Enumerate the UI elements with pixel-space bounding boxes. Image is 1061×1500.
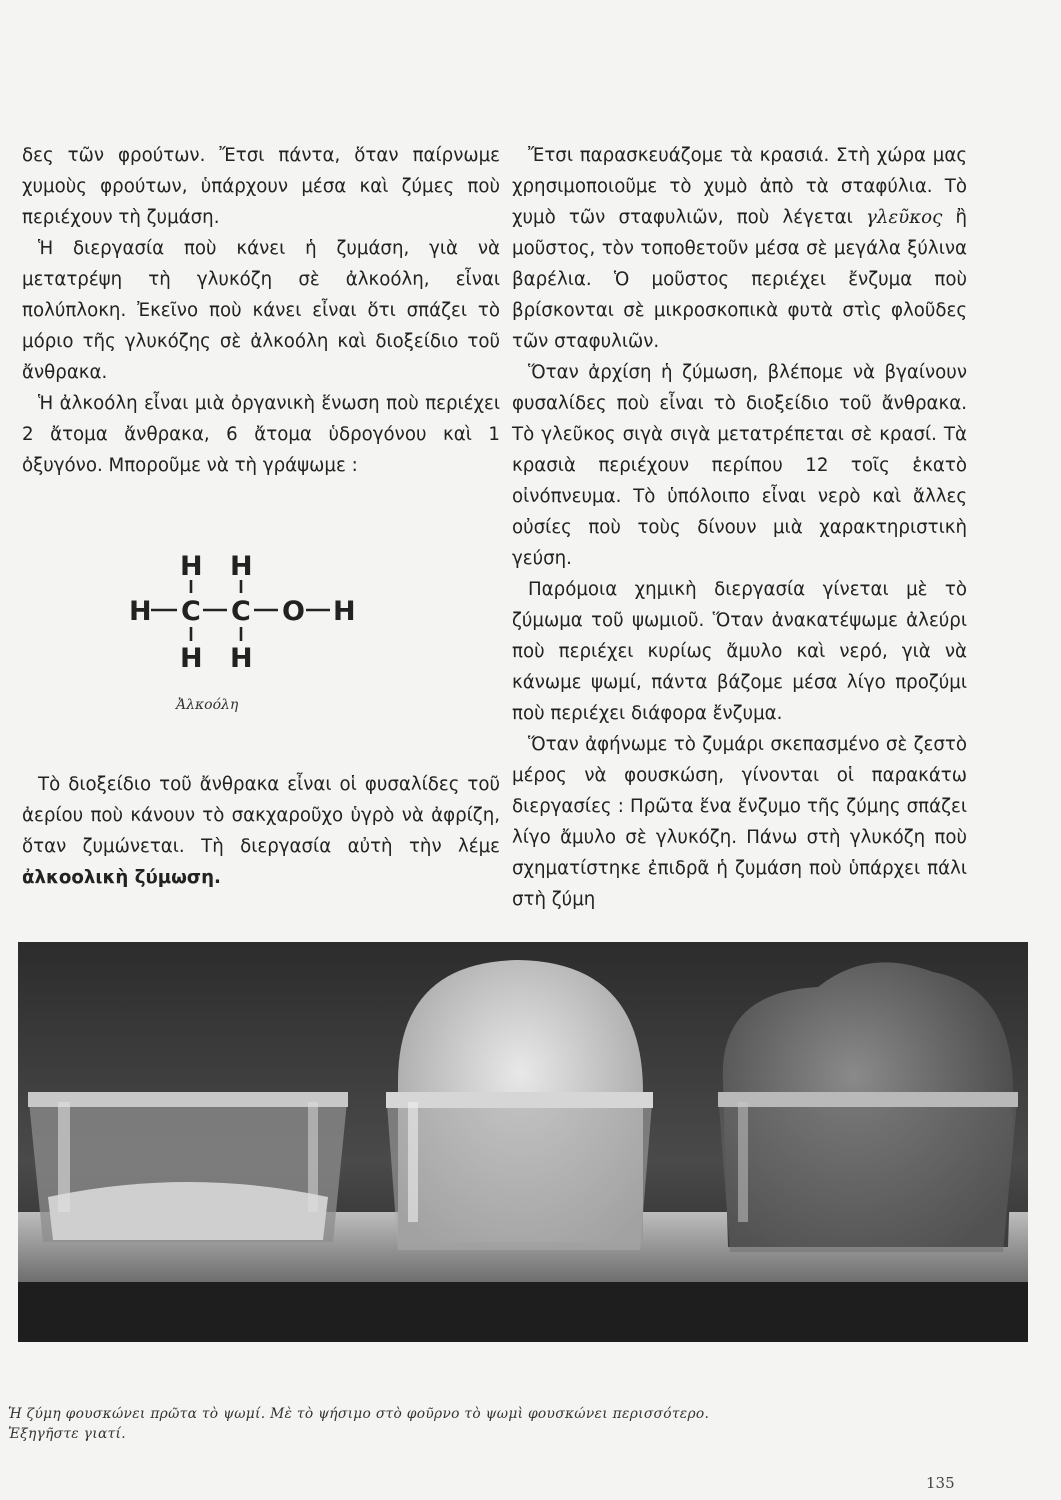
right-paragraph-4: Ὅταν ἀφήνωμε τὸ ζυμάρι σκεπασμένο σὲ ζεστὸ μέρος νὰ φουσκώση, γίνονται οἱ παρακάτω διεργασίες : Πρῶτα ἕνα ἔνζυμο τῆς ζύμης σπάζει λίγο ἄμυλο σὲ γλυκόζη. Πάνω στὴ γλυκόζη ποὺ σχηματίστηκε ἐπιδρᾶ ἡ ζυμάση ποὺ ὑπάρχει πάλι στὴ ζύμη	[512, 734, 967, 910]
bread-loaves-photo	[18, 942, 1028, 1342]
term-alcoholic-fermentation: ἀλκοολικὴ ζύμωση.	[22, 867, 221, 888]
formula-svg	[120, 545, 380, 715]
atom-h-top-1: H	[180, 551, 203, 582]
term-gleukos: γλεῦκος	[866, 207, 943, 228]
formula-label: Ἀλκοόλη	[176, 697, 239, 713]
middle-loaf-pan	[386, 960, 653, 1250]
bread-photo-illustration	[18, 942, 1028, 1342]
right-paragraph-1-b: ἢ μοῦστος, τὸν τοποθετοῦν μέσα σὲ μεγάλα ξύλινα βαρέλια. Ὁ μοῦστος περιέχει ἔνζυμα ποὺ βρίσκονται σὲ μικροσκοπικὰ φυτὰ στὶς φλοῦδες τῶν σταφυλιῶν.	[512, 207, 968, 352]
atom-h-bottom-1: H	[180, 643, 203, 674]
left-paragraph-4-text: Τὸ διοξείδιο τοῦ ἄνθρακα εἶναι οἱ φυσαλίδες τοῦ ἀερίου ποὺ κάνουν τὸ σακχαροῦχο ὑγρὸ νὰ ἀφρίζη, ὅταν ζυμώνεται. Τὴ διεργασία αὐτὴ τὴν λέμε	[22, 774, 500, 857]
right-paragraph-3: Παρόμοια χημικὴ διεργασία γίνεται μὲ τὸ ζύμωμα τοῦ ψωμιοῦ. Ὅταν ἀνακατέψωμε ἀλεύρι ποὺ περιέχει κυρίως ἄμυλο καὶ νερό, γιὰ νὰ κάνωμε ψωμί, πάντα βάζομε μέσα λίγο προζύμι ποὺ περιέχει διάφορα ἔνζυμα.	[512, 579, 967, 724]
left-column	[22, 140, 500, 481]
caption-line-2: Ἐξηγῆστε γιατί.	[8, 1426, 126, 1442]
left-loaf-pan	[28, 1092, 348, 1242]
atom-h-right: H	[333, 596, 356, 627]
right-loaf-pan	[718, 962, 1018, 1252]
atom-h-top-2: H	[230, 551, 253, 582]
atom-c1: C	[181, 596, 201, 627]
atom-c2: C	[231, 596, 251, 627]
atom-h-bottom-2: H	[230, 643, 253, 674]
page-number: 135	[926, 1474, 955, 1492]
alcohol-structural-formula	[120, 545, 380, 715]
atom-o: O	[282, 596, 305, 627]
right-paragraph-1-a: Ἔτσι παρασκευάζομε τὰ κρασιά. Στὴ χώρα μας χρησιμοποιοῦμε τὸ χυμὸ ἀπὸ τὰ σταφύλια. Τὸ χυμὸ τῶν σταφυλιῶν, ποὺ λέγεται	[512, 145, 967, 228]
left-paragraph-3: Ἡ ἀλκοόλη εἶναι μιὰ ὀργανικὴ ἕνωση ποὺ περιέχει 2 ἄτομα ἄνθρακα, 6 ἄτομα ὑδρογόνου καὶ 1 ὀξυγόνο. Μποροῦμε νὰ τὴ γράψωμε :	[22, 393, 500, 476]
left-paragraph-2: Ἡ διεργασία ποὺ κάνει ἡ ζυμάση, γιὰ νὰ μετατρέψη τὴ γλυκόζη σὲ ἀλκοόλη, εἶναι πολύπλοκη. Ἐκεῖνο ποὺ κάνει εἶναι ὅτι σπάζει τὸ μόριο τῆς γλυκόζης σὲ ἀλκοόλη καὶ διοξείδιο τοῦ ἄνθρακα.	[22, 238, 500, 383]
right-paragraph-1	[512, 140, 967, 357]
right-column	[512, 140, 967, 915]
left-column-lower	[22, 769, 500, 893]
right-paragraph-2: Ὅταν ἀρχίση ἡ ζύμωση, βλέπομε νὰ βγαίνουν φυσαλίδες ποὺ εἶναι τὸ διοξείδιο τοῦ ἄνθρακα. Τὸ γλεῦκος σιγὰ σιγὰ μετατρέπεται σὲ κρασί. Τὰ κρασιὰ περιέχουν περίπου 12 τοῖς ἑκατὸ οἰνόπνευμα. Τὸ ὑπόλοιπο εἶναι νερὸ καὶ ἄλλες οὐσίες ποὺ τοὺς δίνουν μιὰ χαρακτηριστικὴ γεύση.	[512, 362, 967, 569]
left-paragraph-1: δες τῶν φρούτων. Ἔτσι πάντα, ὅταν παίρνωμε χυμοὺς φρούτων, ὑπάρχουν μέσα καὶ ζύμες ποὺ περιέχουν τὴ ζυμάση.	[22, 145, 500, 228]
left-paragraph-4	[22, 769, 500, 893]
atom-h-left: H	[129, 596, 152, 627]
caption-line-1: Ἡ ζύμη φουσκώνει πρῶτα τὸ ψωμί. Μὲ τὸ ψήσιμο στὸ φοῦρνο τὸ ψωμὶ φουσκώνει περισσότερο.	[8, 1406, 710, 1422]
photo-caption	[8, 1404, 1008, 1444]
